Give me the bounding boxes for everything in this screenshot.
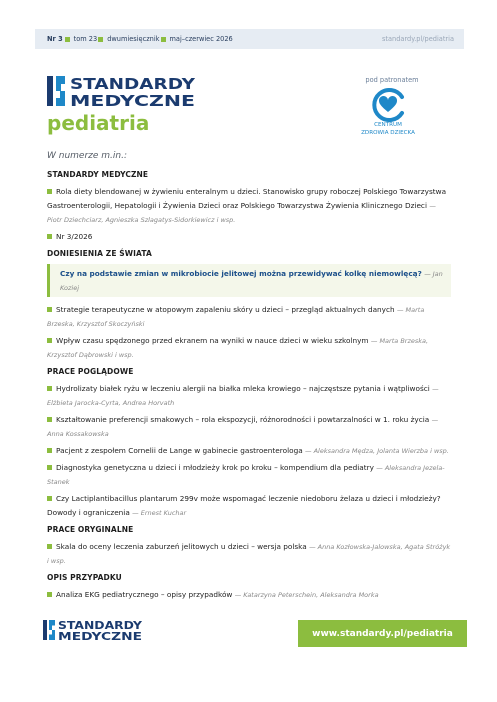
list-item <box>47 461 451 489</box>
article-authors: — Ernest Kuchar <box>132 509 186 517</box>
section-title: DONIESIENIA ZE ŚWIATA <box>47 249 152 258</box>
article-title: Czy Lactiplantibacillus plantarum 299v może wspomagać leczenie niedoboru żelaza u dzieci i młodzieży? Dowody i ograniczenia <box>47 494 441 517</box>
list-item <box>47 444 451 458</box>
issue-date: maj–czerwiec 2026 <box>169 35 233 43</box>
separator-square-icon <box>65 37 70 42</box>
standardy-medyczne-footer-logo <box>43 618 143 642</box>
patron-name <box>350 122 426 137</box>
section-opis-przypadku <box>47 573 451 602</box>
article-title: Skala do oceny leczenia zaburzeń jelitowych u dzieci – wersja polska <box>56 542 307 551</box>
patron-name-line1: CENTRUM <box>374 122 402 128</box>
bullet-square-icon <box>47 338 52 343</box>
patron-label: pod patronatem <box>365 76 419 84</box>
centrum-zdrowia-dziecka-logo <box>368 87 408 123</box>
site-link[interactable]: standardy.pl/pediatria <box>381 35 454 43</box>
patron-name-line2: ZDROWIA DZIECKA <box>361 129 415 136</box>
bullet-square-icon <box>47 465 52 470</box>
bullet-square-icon <box>47 386 52 391</box>
featured-article-authors: — Jan Koziej <box>60 270 443 292</box>
heart-icon <box>379 96 397 112</box>
bullet-square-icon <box>47 234 52 239</box>
footer-brand-line2: MEDYCZNE <box>58 631 142 642</box>
list-item <box>47 540 451 568</box>
list-item <box>47 413 451 441</box>
list-item <box>47 230 451 244</box>
section-title: PRACE ORYGINALNE <box>47 525 134 534</box>
bullet-square-icon <box>47 448 52 453</box>
bullet-square-icon <box>47 592 52 597</box>
article-title: Diagnostyka genetyczna u dzieci i młodzieży krok po kroku – kompendium dla pediatry <box>56 463 374 472</box>
featured-article <box>47 264 451 297</box>
featured-article-title: Czy na podstawie zmian w mikrobiocie jelitowej można przewidywać kolkę niemowlęcą? <box>60 269 422 278</box>
bullet-square-icon <box>47 307 52 312</box>
footer-brand-line1: STANDARDY <box>58 620 143 632</box>
bullet-square-icon <box>47 496 52 501</box>
article-title: Kształtowanie preferencji smakowych – rola ekspozycji, różnorodności i powtarzalności w 1. roku życia <box>56 415 430 424</box>
article-authors: — Marta Brzeska, Krzysztof Skoczyński <box>47 306 424 328</box>
article-authors: — Anna Kossakowska <box>47 416 438 438</box>
section-title: PRACE POGLĄDOWE <box>47 367 134 376</box>
brand-line1: STANDARDY <box>70 75 196 93</box>
list-item <box>47 382 451 410</box>
article-title: Hydrolizaty białek ryżu w leczeniu alergii na białka mleka krowiego – najczęstsze pytania i wątpliwości <box>56 384 430 393</box>
standardy-medyczne-logo <box>47 73 197 109</box>
list-item <box>47 185 451 227</box>
brand-line2: MEDYCZNE <box>70 92 195 109</box>
bullet-square-icon <box>47 544 52 549</box>
section-title: STANDARDY MEDYCZNE <box>47 170 149 179</box>
section-prace-oryginalne <box>47 525 451 568</box>
list-item <box>47 303 451 331</box>
contents-intro: W numerze m.in.: <box>47 151 128 161</box>
issue-info-bar <box>35 29 464 49</box>
article-authors: — Elżbieta Jarocka-Cyrta, Andrea Horvath <box>47 385 439 407</box>
table-of-contents <box>47 151 451 607</box>
frequency: dwumiesięcznik <box>107 35 160 43</box>
website-link[interactable]: www.standardy.pl/pediatria <box>298 620 467 647</box>
bullet-square-icon <box>47 417 52 422</box>
article-title: Wpływ czasu spędzonego przed ekranem na wyniki w nauce dzieci w wieku szkolnym <box>56 336 369 345</box>
article-authors: — Aleksandra Jezela-Stanek <box>47 464 445 486</box>
article-authors: — Anna Kozłowska-Jalowska, Agata Stróżyk i wsp. <box>47 543 450 565</box>
list-item <box>47 588 451 602</box>
section-doniesienia-ze-swiata <box>47 249 451 362</box>
article-title: Nr 3/2026 <box>56 232 93 241</box>
separator-square-icon <box>98 37 103 42</box>
bullet-square-icon <box>47 189 52 194</box>
journal-title: pediatria <box>47 111 150 135</box>
article-title: Rola diety blendowanej w żywieniu enteralnym u dzieci. Stanowisko grupy roboczej Polskiego Towarzystwa Gastroenterologii, Hepatologii i Żywienia Dzieci oraz Polskiego Towarzystwa Żywienia Klinicznego Dzieci <box>47 187 447 210</box>
article-authors: — Katarzyna Peterschein, Aleksandra Morka <box>235 591 379 599</box>
article-title: Strategie terapeutyczne w atopowym zapaleniu skóry u dzieci – przegląd aktualnych danych <box>56 305 395 314</box>
list-item <box>47 334 451 362</box>
article-authors: — Aleksandra Mędza, Jolanta Wierzba i wsp. <box>305 447 449 455</box>
article-authors: — Piotr Dziechciarz, Agnieszka Szlagatys-Sidorkiewicz i wsp. <box>47 202 436 224</box>
volume: tom 23 <box>73 35 98 43</box>
separator-square-icon <box>161 37 166 42</box>
article-title: Analiza EKG pediatrycznego – opisy przypadków <box>56 590 233 599</box>
article-authors: — Marta Brzeska, Krzysztof Dąbrowski i wsp. <box>47 337 428 359</box>
list-item <box>47 492 451 520</box>
section-prace-pogladowe <box>47 367 451 520</box>
article-title: Pacjent z zespołem Cornelii de Lange w gabinecie gastroenterologa <box>56 446 303 455</box>
section-title: OPIS PRZYPADKU <box>47 573 122 582</box>
section-standardy-medyczne <box>47 170 451 244</box>
issue-number: Nr 3 <box>47 35 63 43</box>
